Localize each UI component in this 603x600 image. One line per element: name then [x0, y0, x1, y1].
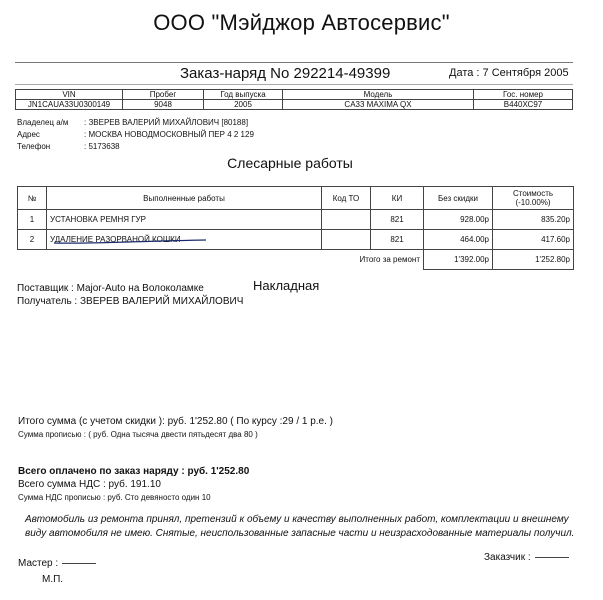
order-title: Заказ-наряд No 292214-49399 — [180, 65, 391, 82]
vehicle-header-mileage: Пробег — [123, 90, 204, 100]
master-label: Мастер : — [18, 558, 59, 569]
company-name: ООО "Мэйджор Автосервис" — [153, 10, 450, 35]
owner-block — [17, 117, 254, 153]
address-value: : МОСКВА НОВОДМОСКОВНЫЙ ПЕР 4 2 129 — [84, 130, 254, 139]
customer-signature — [484, 552, 569, 563]
supplier-line: Поставщик : Major-Auto на Волоколамке — [17, 283, 204, 294]
table-row — [18, 210, 574, 230]
row-base-price: 928.00р — [424, 210, 493, 230]
vehicle-header-vin: VIN — [16, 90, 123, 100]
total-words: Сумма прописью : ( руб. Одна тысяча двести пятьдесят два 80 ) — [18, 430, 258, 439]
receiver-line: Получатель : ЗВЕРЕВ ВАЛЕРИЙ МИХАЙЛОВИЧ — [17, 296, 244, 307]
vehicle-vin: JN1CAUA33U0300149 — [16, 100, 123, 110]
supplier-block — [17, 282, 243, 308]
phone-line — [17, 141, 254, 153]
row-cost: 835.20р — [493, 210, 574, 230]
total-label: Итого за ремонт — [18, 250, 424, 270]
totals-block — [18, 415, 333, 441]
works-header-ki: КИ — [371, 187, 424, 210]
row-num: 1 — [18, 210, 47, 230]
row-work-name: УСТАНОВКА РЕМНЯ ГУР — [47, 210, 322, 230]
vehicle-value-row — [16, 100, 573, 110]
address-line — [17, 129, 254, 141]
total-cost: 1'252.80р — [493, 250, 574, 270]
row-base-price: 464.00р — [424, 230, 493, 250]
phone-value: : 5173638 — [84, 142, 120, 151]
customer-label: Заказчик : — [484, 552, 531, 563]
vehicle-header-plate: Гос. номер — [474, 90, 573, 100]
row-num: 2 — [18, 230, 47, 250]
works-header-cost — [493, 187, 574, 210]
row-code — [322, 210, 371, 230]
vehicle-header-model: Модель — [283, 90, 474, 100]
works-header-discount: (-10.00%) — [515, 198, 551, 207]
owner-label: Владелец а/м — [17, 118, 69, 127]
works-header-row — [18, 187, 574, 210]
row-cost: 417.60р — [493, 230, 574, 250]
row-ki: 821 — [371, 230, 424, 250]
pen-underline-mark — [52, 239, 208, 245]
acceptance-disclaimer: Автомобиль из ремонта принял, претензий к объему и качеству выполненных работ, комплектации и внешнему виду автомобиля не имею. Снятые, неиспользованные запасные части и неизрасходованные материалы получил. — [25, 514, 575, 539]
works-header-base: Без скидки — [424, 187, 493, 210]
header-divider — [15, 62, 573, 63]
invoice-title: Накладная — [253, 278, 320, 293]
works-header-cost-label: Стоимость — [512, 189, 554, 198]
row-work-name: УДАЛЕНИЕ РАЗОРВАНОЙ КОШКИ — [47, 230, 322, 250]
address-label: Адрес — [17, 130, 40, 139]
vehicle-model: CA33 MAXIMA QX — [283, 100, 474, 110]
works-header-num: № — [18, 187, 47, 210]
vehicle-table — [15, 89, 573, 110]
order-divider — [15, 84, 573, 85]
phone-label: Телефон — [17, 142, 51, 151]
paid-block — [18, 465, 249, 504]
master-signature — [18, 558, 96, 569]
works-total-row — [18, 250, 574, 270]
vehicle-mileage: 9048 — [123, 100, 204, 110]
vehicle-header-row — [16, 90, 573, 100]
works-header-name: Выполненные работы — [47, 187, 322, 210]
vehicle-plate: В440ХС97 — [474, 100, 573, 110]
master-signature-line — [62, 562, 96, 564]
row-ki: 821 — [371, 210, 424, 230]
vat-words: Сумма НДС прописью : руб. Сто девяносто один 10 — [18, 493, 211, 502]
works-table — [17, 186, 574, 270]
stamp-place: М.П. — [42, 574, 64, 585]
works-header-code: Код ТО — [322, 187, 371, 210]
vehicle-year: 2005 — [204, 100, 283, 110]
owner-value: : ЗВЕРЕВ ВАЛЕРИЙ МИХАЙЛОВИЧ [80188] — [84, 118, 249, 127]
customer-signature-line — [535, 556, 569, 558]
total-base: 1'392.00р — [424, 250, 493, 270]
order-date: Дата : 7 Сентября 2005 — [449, 67, 569, 79]
paid-line: Всего оплачено по заказ наряду : руб. 1'252.80 — [18, 466, 250, 477]
vat-line: Всего сумма НДС : руб. 191.10 — [18, 479, 161, 490]
owner-line — [17, 117, 254, 129]
row-code — [322, 230, 371, 250]
section-title: Слесарные работы — [227, 155, 353, 171]
total-line: Итого сумма (с учетом скидки ): руб. 1'252.80 ( По курсу :29 / 1 р.е. ) — [18, 416, 334, 427]
vehicle-header-year: Год выпуска — [204, 90, 283, 100]
